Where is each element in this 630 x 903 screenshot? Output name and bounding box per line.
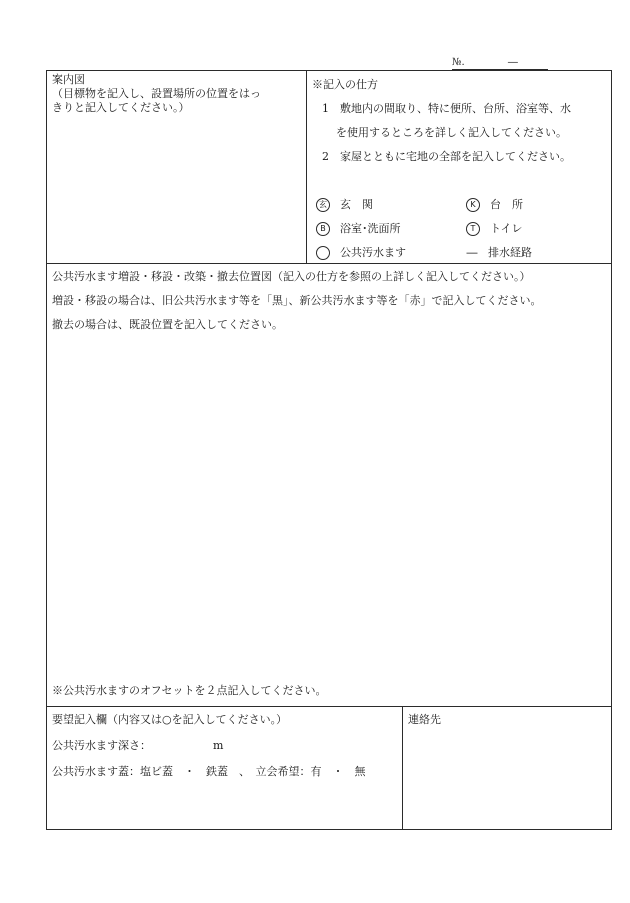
legend-genkan-label: 玄 関: [340, 198, 373, 211]
offset-note: ※公共汚水ますのオフセットを２点記入してください。: [52, 684, 327, 697]
instruction-item-2: 2 家屋とともに宅地の全部を記入してください。: [322, 150, 571, 163]
guide-map-title: 案内図: [52, 73, 85, 86]
cover-and-attendance: 公共汚水ます蓋：塩ビ蓋 ・ 鉄蓋 、 立会希望：有 ・ 無: [52, 765, 366, 778]
location-map-title: 公共汚水ます増設・移設・改築・撤去位置図（記入の仕方を参照の上詳しく記入してください。）: [52, 270, 531, 283]
toilet-icon: T: [466, 222, 480, 236]
instruction-item-1-line-2: を使用するところを詳しく記入してください。: [336, 126, 567, 139]
depth-unit: m: [213, 739, 224, 752]
location-map-drawing-area[interactable]: [50, 340, 608, 676]
divider-top-vertical: [306, 70, 307, 263]
legend-bath: [316, 222, 401, 236]
legend-kitchen: [466, 198, 523, 212]
form-number: [452, 57, 518, 68]
location-map-line-3: 撤去の場合は、既設位置を記入してください。: [52, 318, 283, 331]
legend-drain-route: [466, 246, 532, 260]
legend-toilet-label: トイレ: [490, 222, 523, 235]
bath-icon: B: [316, 222, 330, 236]
contact-title: 連絡先: [408, 713, 441, 726]
location-map-line-2: 増設・移設の場合は、旧公共汚水ます等を「黒」、新公共汚水ます等を「赤」で記入してください。: [52, 294, 542, 307]
frame-right: [611, 70, 612, 830]
guide-map-note-2: きりと記入してください。）: [52, 101, 190, 114]
legend-public-masu: [316, 246, 406, 260]
legend-bath-label: 浴室･洗面所: [340, 222, 401, 235]
legend-genkan: [316, 198, 373, 212]
instructions-title: ※記入の仕方: [312, 78, 378, 91]
guide-map-drawing-area[interactable]: [50, 120, 302, 258]
divider-bottom-vertical: [402, 706, 403, 830]
public-masu-icon: [316, 246, 330, 260]
frame-left: [46, 70, 47, 830]
kitchen-icon: K: [466, 198, 480, 212]
drain-route-icon: ―: [466, 246, 478, 259]
request-title: 要望記入欄（内容又は○を記入してください。）: [52, 713, 288, 726]
guide-map-note-1: （目標物を記入し、設置場所の位置をはっ: [52, 87, 261, 100]
contact-field[interactable]: [406, 732, 608, 826]
genkan-icon: 玄: [316, 198, 330, 212]
frame-top: [46, 70, 612, 71]
divider-upper-horizontal: [46, 263, 612, 264]
legend-kitchen-label: 台 所: [490, 198, 523, 211]
legend-toilet: [466, 222, 522, 236]
frame-bottom: [46, 829, 612, 830]
legend-public-masu-label: 公共汚水ます: [340, 246, 406, 259]
depth-label: 公共汚水ます深さ：: [52, 739, 151, 752]
instruction-item-1-line-1: 1 敷地内の間取り、特に便所、台所、浴室等、水: [322, 102, 571, 115]
number-label: №.: [452, 57, 465, 68]
number-dash: ―: [507, 57, 518, 68]
depth-input[interactable]: [160, 736, 208, 754]
legend-drain-route-label: 排水経路: [488, 246, 532, 259]
divider-lower-horizontal: [46, 706, 612, 707]
